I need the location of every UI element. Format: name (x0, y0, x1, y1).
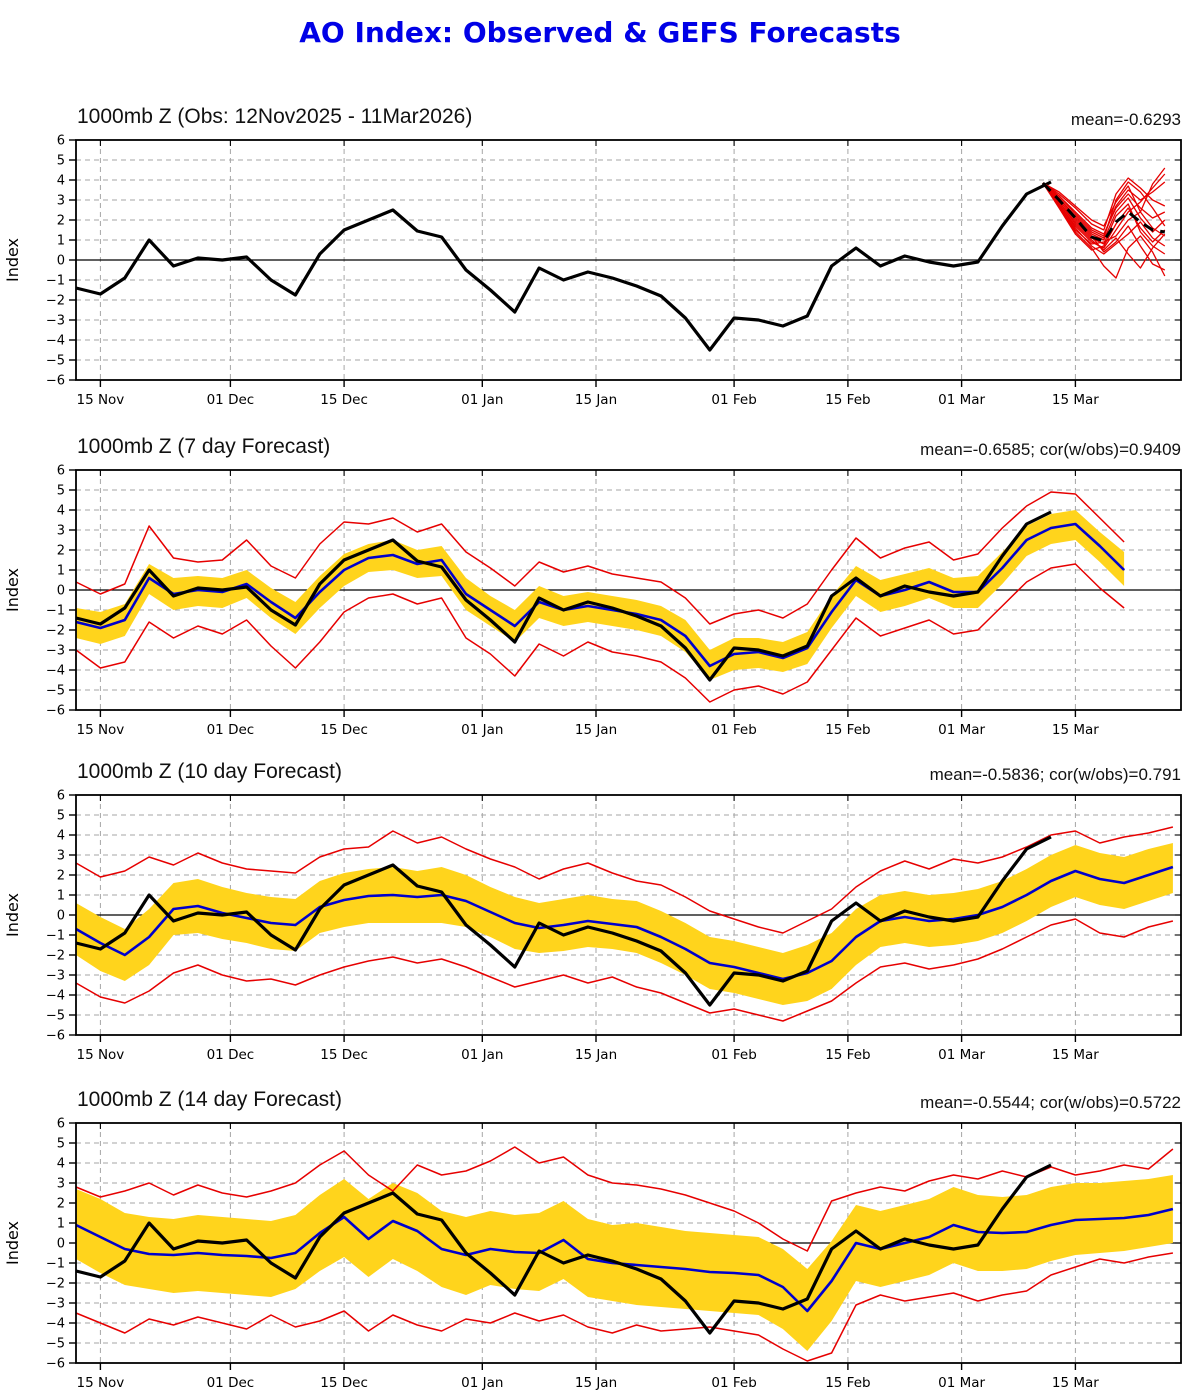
panel-10day-forecast (0, 758, 1200, 1067)
x-tick-label: 15 Mar (1051, 392, 1099, 408)
x-tick-label: 15 Mar (1051, 1375, 1099, 1391)
x-tick-label: 01 Feb (711, 1047, 757, 1063)
y-tick-label: −2 (45, 623, 65, 639)
y-tick-label: 3 (56, 523, 65, 539)
y-tick-label: −4 (45, 988, 65, 1004)
x-tick-label: 15 Jan (574, 392, 618, 408)
y-tick-label: 6 (56, 789, 65, 804)
y-tick-label: 2 (56, 1196, 65, 1212)
y-axis-label: Index (3, 237, 22, 283)
x-tick-label: 01 Jan (461, 722, 504, 738)
panel-7day-plot (0, 464, 1200, 742)
panel-title: 1000mb Z (10 day Forecast) (77, 760, 342, 783)
y-tick-label: −1 (45, 603, 65, 619)
y-tick-label: 5 (56, 1136, 65, 1152)
x-tick-label: 01 Jan (461, 392, 504, 408)
y-tick-label: 5 (56, 153, 65, 169)
x-tick-label: 15 Feb (825, 1375, 871, 1391)
observed-line (76, 182, 1051, 350)
y-tick-label: 6 (56, 1117, 65, 1132)
x-tick-label: 15 Dec (320, 1047, 368, 1063)
x-tick-label: 15 Dec (320, 1375, 368, 1391)
x-tick-label: 01 Jan (461, 1375, 504, 1391)
x-tick-label: 01 Dec (206, 1047, 255, 1063)
x-tick-label: 15 Mar (1051, 722, 1099, 738)
y-tick-label: −1 (45, 273, 65, 289)
y-tick-label: −1 (45, 1256, 65, 1272)
y-tick-label: −5 (45, 1008, 65, 1024)
x-tick-label: 15 Nov (76, 1375, 125, 1391)
panel-title: 1000mb Z (14 day Forecast) (77, 1088, 342, 1111)
panel-observed-plot (0, 134, 1200, 412)
y-tick-label: −1 (45, 928, 65, 944)
x-tick-label: 01 Dec (206, 722, 255, 738)
panel-title: 1000mb Z (Obs: 12Nov2025 - 11Mar2026) (77, 105, 473, 128)
y-tick-label: −3 (45, 643, 65, 659)
x-tick-label: 01 Feb (711, 722, 757, 738)
y-tick-label: 2 (56, 868, 65, 884)
y-tick-label: −6 (45, 1028, 65, 1044)
x-tick-label: 15 Feb (825, 722, 871, 738)
panel-stats: mean=-0.6585; cor(w/obs)=0.9409 (920, 440, 1181, 459)
y-tick-label: 1 (56, 1216, 65, 1232)
y-tick-label: 4 (56, 503, 65, 519)
y-tick-label: 3 (56, 193, 65, 209)
y-tick-label: 5 (56, 808, 65, 824)
panel-14day-forecast (0, 1086, 1200, 1395)
y-axis-label: Index (3, 1220, 22, 1266)
y-tick-label: −5 (45, 683, 65, 699)
y-tick-label: −5 (45, 1336, 65, 1352)
y-tick-label: 2 (56, 543, 65, 559)
panel-10day-plot (0, 789, 1200, 1067)
panel-7day-forecast (0, 433, 1200, 742)
y-tick-label: −4 (45, 663, 65, 679)
x-tick-label: 15 Nov (76, 1047, 125, 1063)
y-tick-label: −3 (45, 313, 65, 329)
x-tick-label: 01 Mar (938, 392, 986, 408)
panel-14day-header (0, 1086, 1200, 1117)
y-tick-label: −3 (45, 1296, 65, 1312)
x-tick-label: 01 Feb (711, 392, 757, 408)
y-tick-label: 1 (56, 233, 65, 249)
x-tick-label: 15 Jan (574, 1375, 618, 1391)
ensemble-member-line (1043, 168, 1165, 226)
x-tick-label: 15 Mar (1051, 1047, 1099, 1063)
x-tick-label: 01 Dec (206, 1375, 255, 1391)
y-tick-label: 1 (56, 888, 65, 904)
x-tick-label: 15 Nov (76, 722, 125, 738)
y-tick-label: 0 (56, 253, 65, 269)
y-tick-label: −5 (45, 353, 65, 369)
panel-stats: mean=-0.5544; cor(w/obs)=0.5722 (920, 1093, 1181, 1112)
x-tick-label: 15 Jan (574, 722, 618, 738)
panel-stats: mean=-0.6293 (1070, 110, 1181, 129)
y-axis-label: Index (3, 892, 22, 938)
panel-observed (0, 103, 1200, 412)
x-tick-label: 01 Mar (938, 1375, 986, 1391)
y-tick-label: 0 (56, 583, 65, 599)
y-tick-label: 0 (56, 1236, 65, 1252)
x-tick-label: 01 Feb (711, 1375, 757, 1391)
y-axis-label: Index (3, 567, 22, 613)
x-tick-label: 15 Feb (825, 392, 871, 408)
x-tick-label: 15 Dec (320, 722, 368, 738)
y-tick-label: −6 (45, 373, 65, 389)
y-tick-label: 6 (56, 134, 65, 149)
y-tick-label: 2 (56, 213, 65, 229)
x-tick-label: 01 Jan (461, 1047, 504, 1063)
y-tick-label: 4 (56, 173, 65, 189)
y-tick-label: −6 (45, 1356, 65, 1372)
y-tick-label: −4 (45, 1316, 65, 1332)
y-tick-label: −3 (45, 968, 65, 984)
x-tick-label: 15 Dec (320, 392, 368, 408)
y-tick-label: −4 (45, 333, 65, 349)
y-tick-label: −6 (45, 703, 65, 719)
x-tick-label: 15 Nov (76, 392, 125, 408)
x-tick-label: 01 Dec (206, 392, 255, 408)
panel-10day-header (0, 758, 1200, 789)
y-tick-label: 4 (56, 1156, 65, 1172)
y-tick-label: −2 (45, 293, 65, 309)
y-tick-label: −2 (45, 1276, 65, 1292)
y-tick-label: 0 (56, 908, 65, 924)
panel-observed-header (0, 103, 1200, 134)
y-tick-label: 5 (56, 483, 65, 499)
x-tick-label: 01 Mar (938, 722, 986, 738)
y-tick-label: 3 (56, 848, 65, 864)
panel-7day-header (0, 433, 1200, 464)
panel-14day-plot (0, 1117, 1200, 1395)
page-title: AO Index: Observed & GEFS Forecasts (299, 16, 901, 49)
y-tick-label: 3 (56, 1176, 65, 1192)
y-tick-label: 1 (56, 563, 65, 579)
y-tick-label: 4 (56, 828, 65, 844)
y-tick-label: −2 (45, 948, 65, 964)
x-tick-label: 15 Feb (825, 1047, 871, 1063)
panel-stats: mean=-0.5836; cor(w/obs)=0.791 (929, 765, 1181, 784)
y-tick-label: 6 (56, 464, 65, 479)
x-tick-label: 15 Jan (574, 1047, 618, 1063)
panel-title: 1000mb Z (7 day Forecast) (77, 435, 331, 458)
x-tick-label: 01 Mar (938, 1047, 986, 1063)
